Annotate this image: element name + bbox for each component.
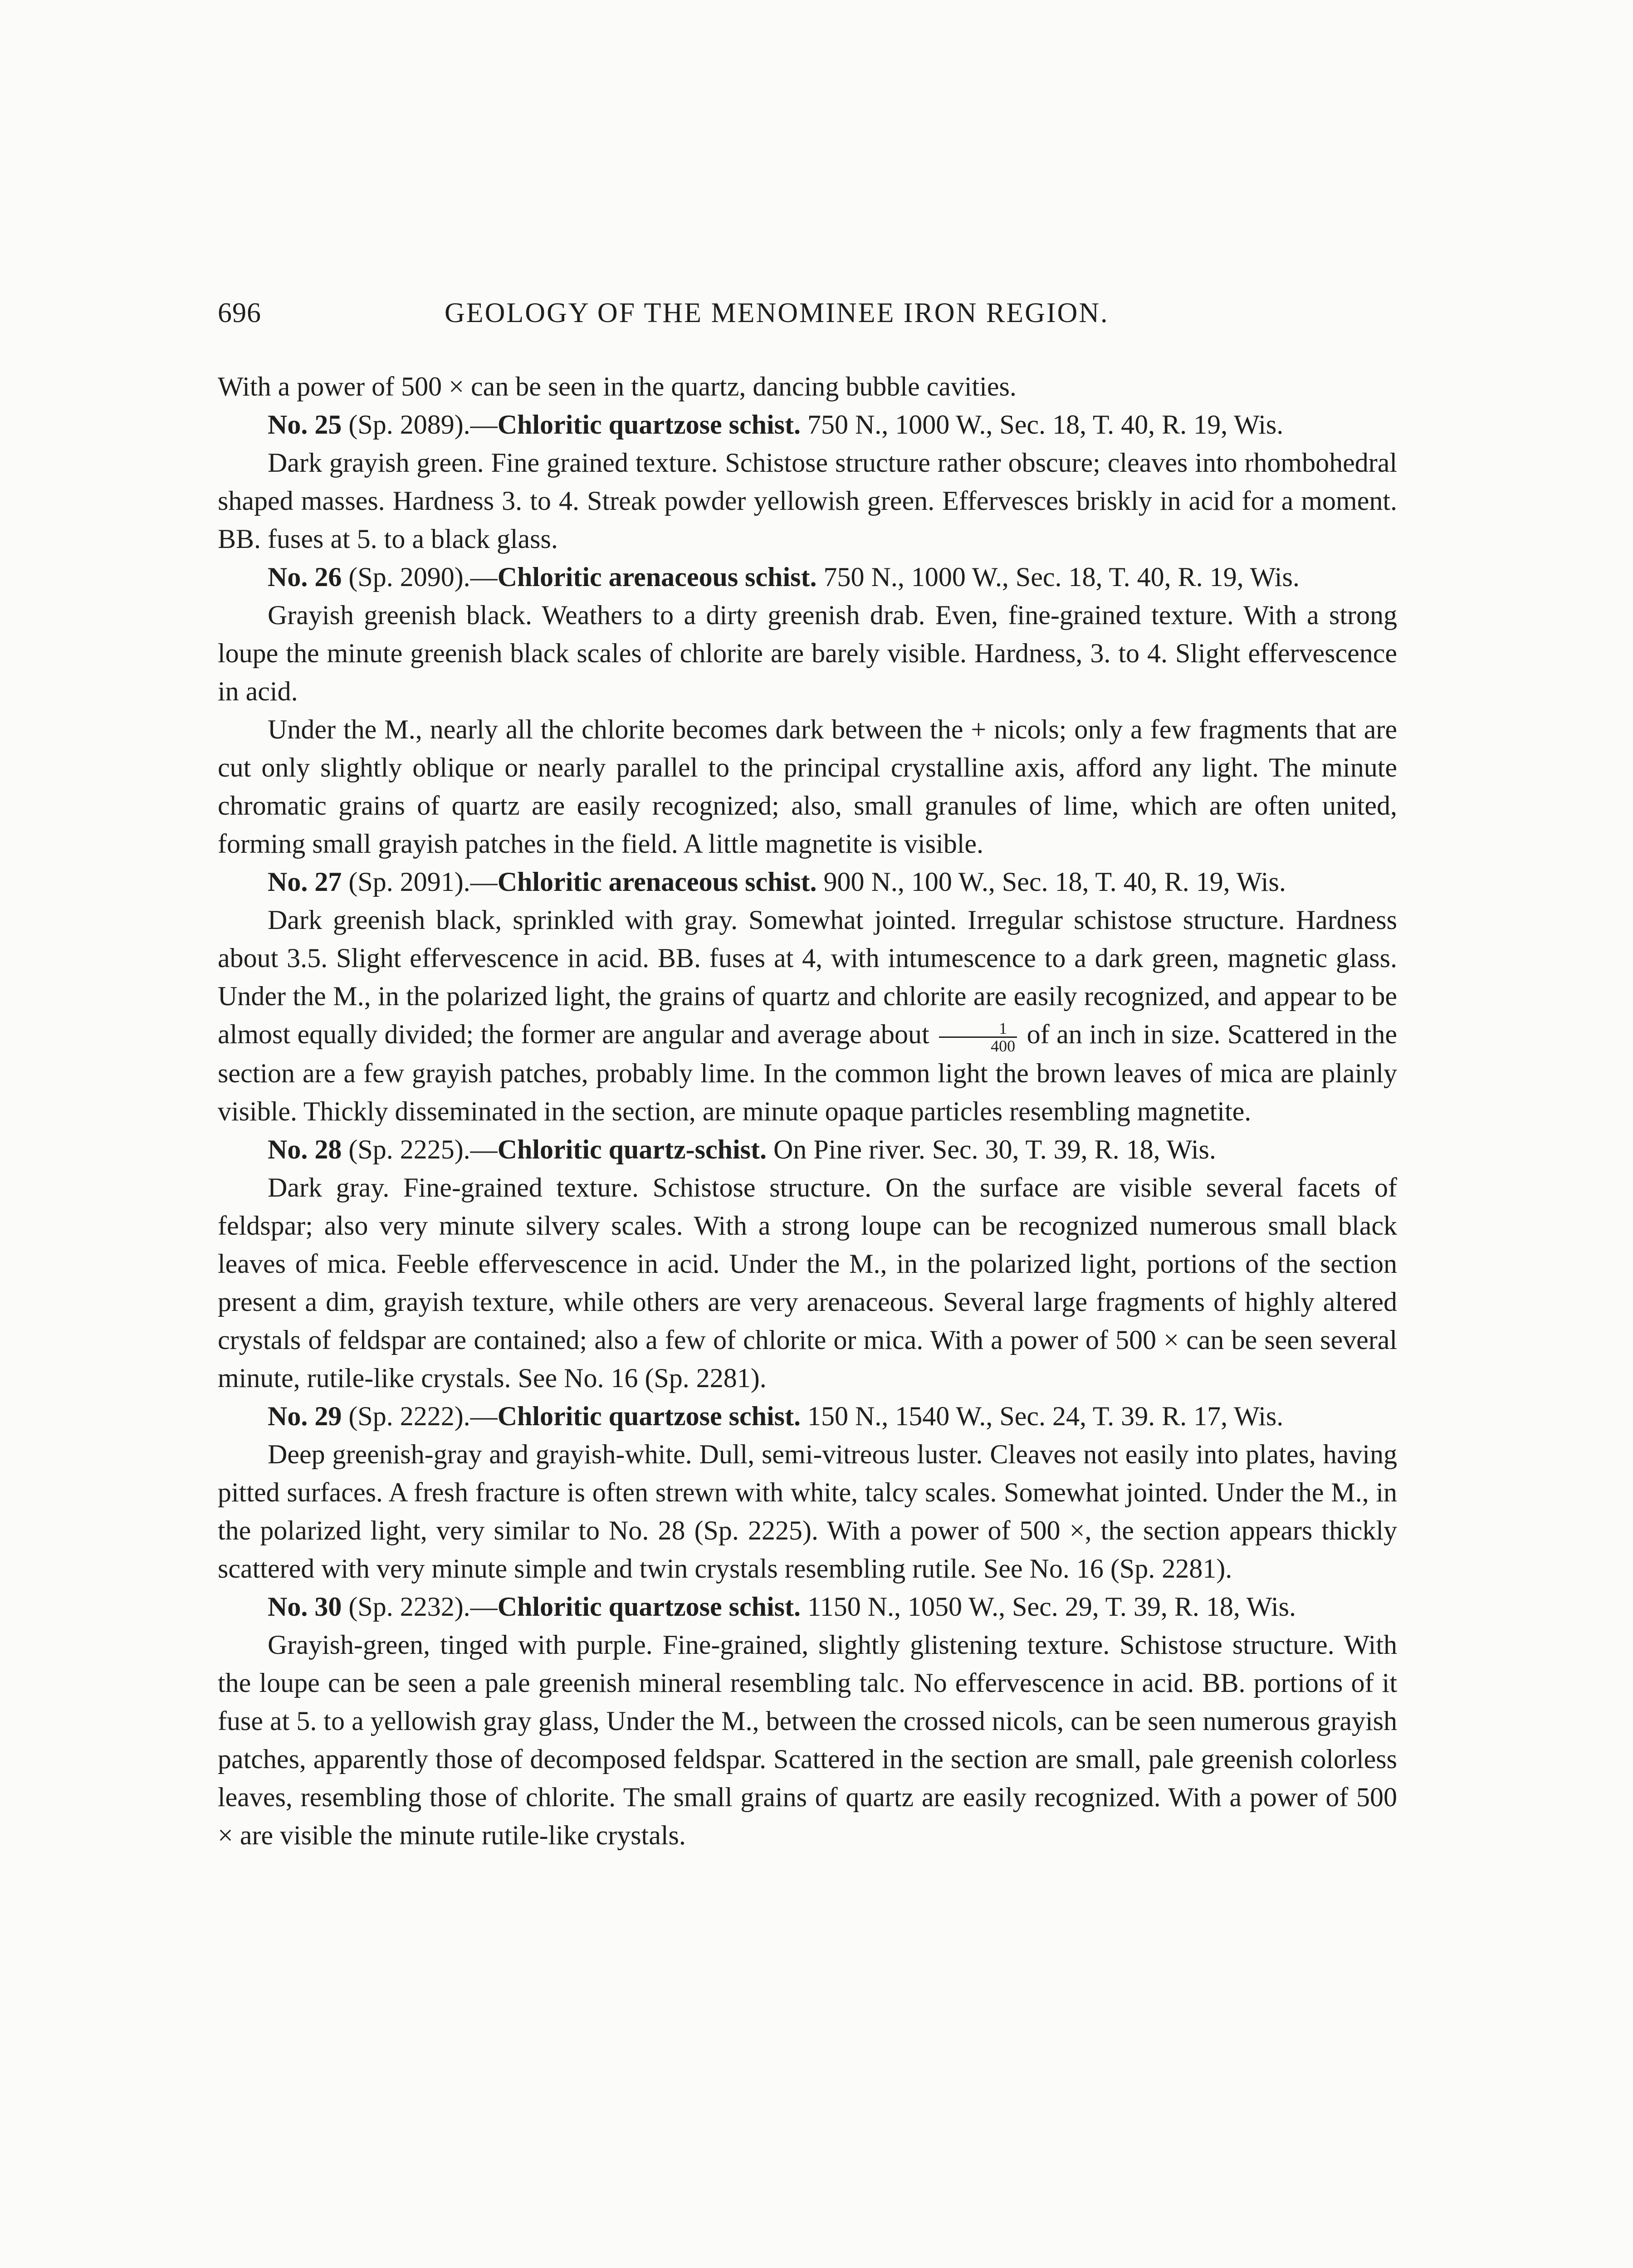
entry-specimen: (Sp. 2222).— [348, 1401, 498, 1431]
entry-heading [218, 1130, 1397, 1168]
entry-location: On Pine river. Sec. 30, T. 39, R. 18, Wis. [773, 1134, 1216, 1164]
entry-heading [218, 558, 1397, 596]
fraction-numerator: 1 [939, 1020, 1017, 1038]
entry-heading [218, 406, 1397, 444]
entry-number: No. 28 [268, 1134, 342, 1164]
entry-location: 150 N., 1540 W., Sec. 24, T. 39. R. 17, Wis. [807, 1401, 1284, 1431]
entry-rock-name: Chloritic arenaceous schist. [497, 562, 817, 592]
entry-description: Grayish-green, tinged with purple. Fine-grained, slightly glistening texture. Schistose structure. With the loupe can be seen a pale greenish mineral resembling talc. No effervescence in acid. BB. portions of it fuse at 5. to a yellowish gray glass, Under the M., between the crossed nicols, can be seen numerous grayish patches, apparently those of decomposed feldspar. Scattered in the section are small, pale greenish colorless leaves, resembling those of chlorite. The small grains of quartz are easily recognized. With a power of 500 × are visible the minute rutile-like crystals. [218, 1629, 1397, 1850]
entry-specimen: (Sp. 2232).— [348, 1591, 498, 1622]
fraction [939, 1020, 1017, 1054]
entry-description: Deep greenish-gray and grayish-white. Dull, semi-vitreous luster. Cleaves not easily into plates, having pitted surfaces. A fresh fracture is often strewn with white, talcy scales. Somewhat jointed. Under the M., in the polarized light, very similar to No. 28 (Sp. 2225). With a power of 500 ×, the section appears thickly scattered with very minute simple and twin crystals resembling rutile. See No. 16 (Sp. 2281). [218, 1439, 1397, 1584]
page-header [218, 290, 1397, 336]
running-head: GEOLOGY OF THE MENOMINEE IRON REGION. [445, 298, 1109, 328]
entry-specimen: (Sp. 2225).— [348, 1134, 498, 1164]
entry-rock-name: Chloritic quartzose schist. [497, 1401, 801, 1431]
entry-description: Dark grayish green. Fine grained texture. Schistose structure rather obscure; cleaves into rhombohedral shaped masses. Hardness 3. to 4. Streak powder yellowish green. Effervesces briskly in acid for a moment. BB. fuses at 5. to a black glass. [218, 448, 1397, 554]
entry-specimen: (Sp. 2089).— [348, 410, 498, 440]
entry-location: 750 N., 1000 W., Sec. 18, T. 40, R. 19, Wis. [807, 410, 1284, 440]
entry-location: 1150 N., 1050 W., Sec. 29, T. 39, R. 18, Wis. [807, 1591, 1296, 1622]
entry-description [218, 901, 1397, 1130]
entry-rock-name: Chloritic quartz-schist. [497, 1134, 767, 1164]
entry-heading [218, 1588, 1397, 1626]
entry-description-part: of an inch in size. Scattered in the section are a few grayish patches, probably lime. In the common light the brown leaves of mica are plainly visible. Thickly disseminated in the section, are minute opaque particles resembling magnetite. [218, 1019, 1398, 1126]
entry-rock-name: Chloritic arenaceous schist. [497, 867, 817, 897]
entry-location: 900 N., 100 W., Sec. 18, T. 40, R. 19, Wis. [823, 867, 1286, 897]
entry-description-part: Dark greenish black, sprinkled with gray. Somewhat jointed. Irregular schistose structure. Hardness about 3.5. Slight effervescence in acid. BB. fuses at 4, with intumescence to a dark green, magnetic glass. Under the M., in the polarized light, the grains of quartz and chlorite are easily recognized, and appear to be almost equally divided; the former are angular and average about [218, 905, 1397, 1049]
entry-location: 750 N., 1000 W., Sec. 18, T. 40, R. 19, Wis. [823, 562, 1300, 592]
intro-paragraph: With a power of 500 × can be seen in the quartz, dancing bubble cavities. [218, 371, 1017, 401]
entry-rock-name: Chloritic quartzose schist. [497, 1591, 801, 1622]
entry-description: Dark gray. Fine-grained texture. Schistose structure. On the surface are visible several facets of feldspar; also very minute silvery scales. With a strong loupe can be recognized numerous small black leaves of mica. Feeble effervescence in acid. Under the M., in the polarized light, portions of the section present a dim, grayish texture, while others are very arenaceous. Several large fragments of highly altered crystals of feldspar are contained; also a few of chlorite or mica. With a power of 500 × can be seen several minute, rutile-like crystals. See No. 16 (Sp. 2281). [218, 1172, 1397, 1393]
entry-specimen: (Sp. 2090).— [348, 562, 498, 592]
entry-number: No. 27 [268, 867, 342, 897]
entry-heading [218, 863, 1397, 901]
body-text [218, 367, 1397, 1854]
fraction-denominator: 400 [991, 1036, 1016, 1055]
entry-number: No. 29 [268, 1401, 342, 1431]
entry-specimen: (Sp. 2091).— [348, 867, 498, 897]
entry-number: No. 26 [268, 562, 342, 592]
entry-heading [218, 1397, 1397, 1435]
entry-description: Grayish greenish black. Weathers to a dirty greenish drab. Even, fine-grained texture. With a strong loupe the minute greenish black scales of chlorite are barely visible. Hardness, 3. to 4. Slight effervescence in acid. [218, 600, 1397, 706]
entry-description: Under the M., nearly all the chlorite becomes dark between the + nicols; only a few fragments that are cut only slightly oblique or nearly parallel to the principal crystalline axis, afford any light. The minute chromatic grains of quartz are easily recognized; also, small granules of lime, which are often united, forming small grayish patches in the field. A little magnetite is visible. [218, 714, 1397, 859]
entry-number: No. 25 [268, 410, 342, 440]
page-number: 696 [218, 298, 261, 328]
entry-number: No. 30 [268, 1591, 342, 1622]
entry-rock-name: Chloritic quartzose schist. [497, 410, 801, 440]
